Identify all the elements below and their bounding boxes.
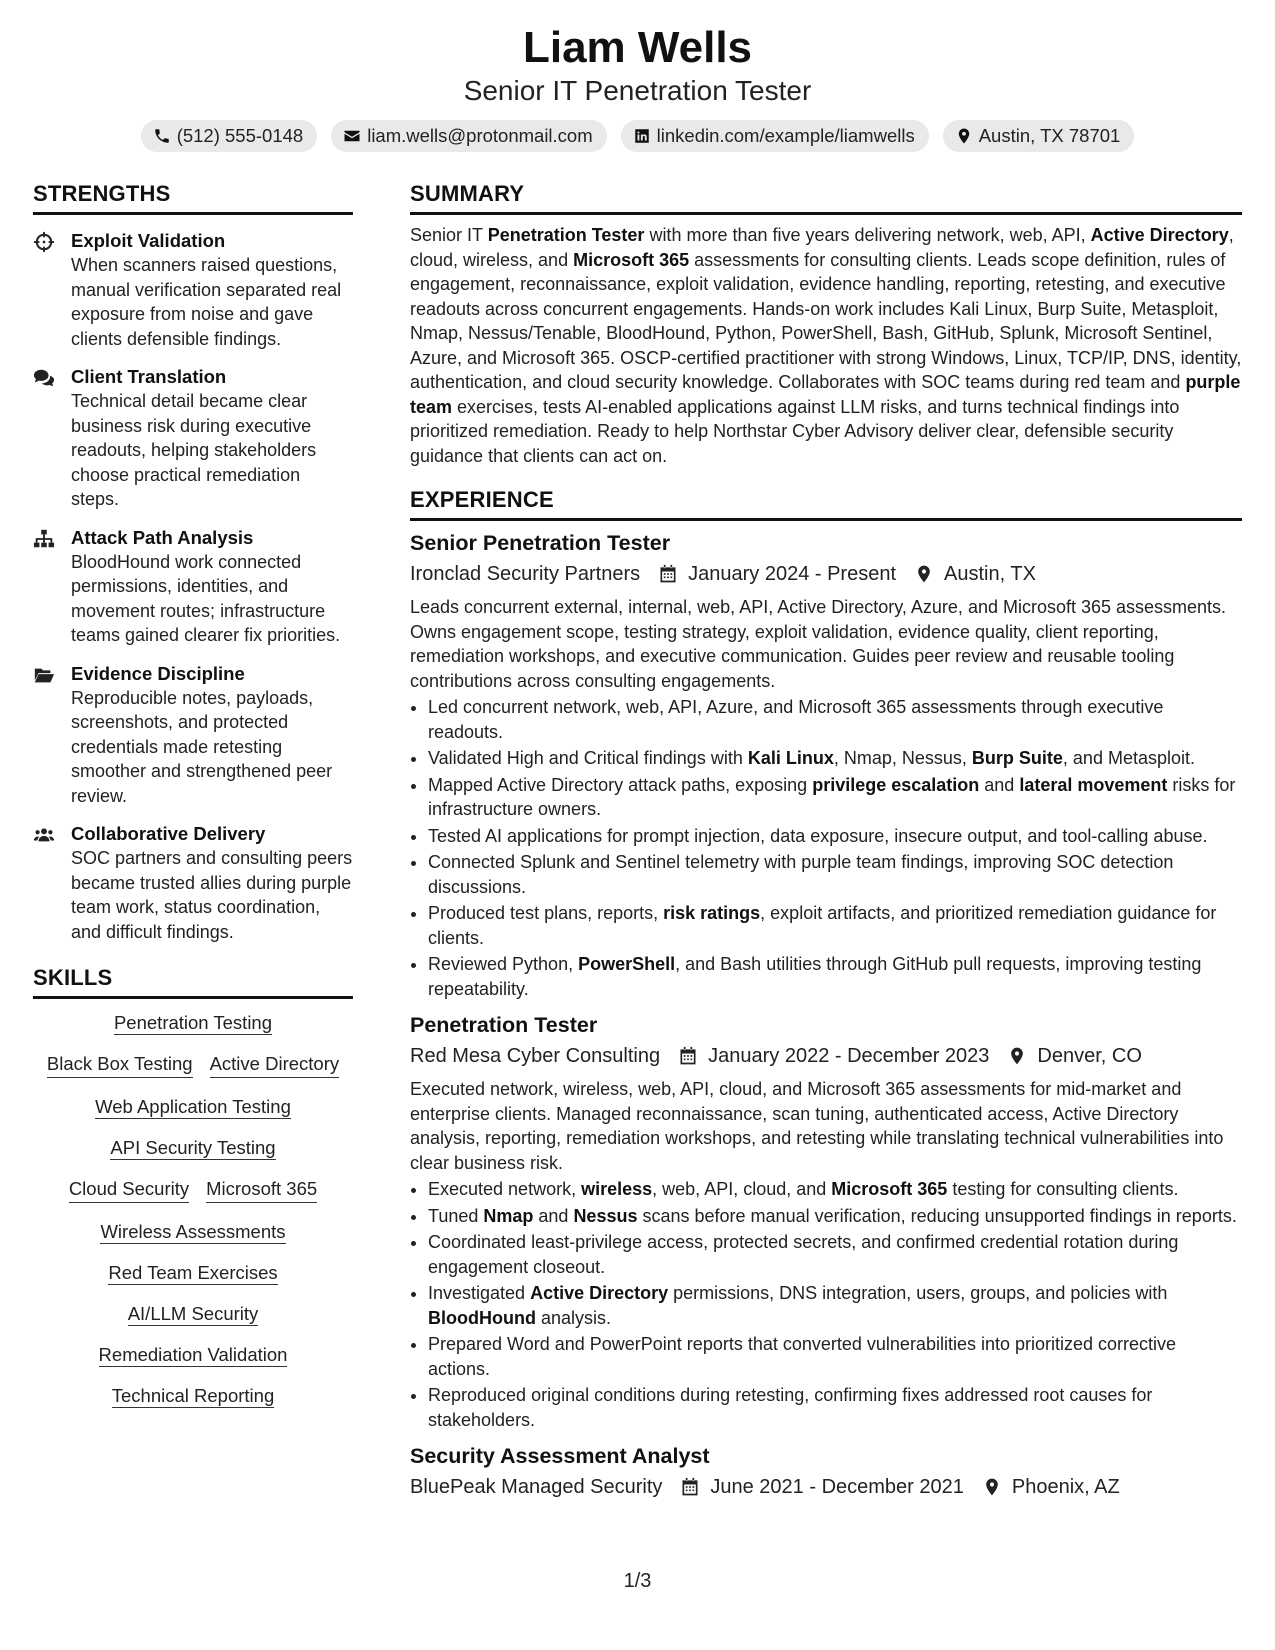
job-bullets: [410, 1177, 1242, 1432]
skill-tag: Technical Reporting: [111, 1385, 275, 1406]
job-entry: [410, 529, 1242, 1001]
bullet-item: • Prepared Word and PowerPoint reports that converted vulnerabilities into prioritized corrective actions.: [428, 1332, 1242, 1381]
sitemap-icon: [33, 528, 55, 550]
linkedin-icon: [633, 127, 651, 145]
strength-item: [33, 365, 353, 512]
job-dates: June 2021 - December 2021: [710, 1476, 964, 1498]
job-location: Austin, TX: [944, 563, 1036, 585]
folder-open-icon: [33, 664, 55, 686]
contact-email[interactable]: [331, 120, 606, 152]
skill-tag: Web Application Testing: [95, 1096, 291, 1117]
page-number: 1/3: [623, 1570, 652, 1592]
skill-tag: Wireless Assessments: [100, 1221, 286, 1242]
strength-item: [33, 229, 353, 351]
job-company: Ironclad Security Partners: [410, 563, 641, 585]
job-entry: [410, 1011, 1242, 1432]
strength-desc: Technical detail became clear business risk during executive readouts, helping stakeholders choose practical remediation steps.: [71, 391, 317, 509]
map-pin-icon: [982, 1477, 1002, 1497]
strength-item: [33, 822, 353, 944]
bullet-item: • Produced test plans, reports, risk ratings, exploit artifacts, and prioritized remediation guidance for clients.: [428, 901, 1242, 950]
bullet-item: • Mapped Active Directory attack paths, exposing privilege escalation and lateral movement risks for infrastructure owners.: [428, 773, 1242, 822]
strength-title: Client Translation: [71, 366, 227, 387]
skill-tag: AI/LLM Security: [127, 1303, 259, 1324]
bullet-item: • Connected Splunk and Sentinel telemetry with purple team findings, improving SOC detection discussions.: [428, 850, 1242, 899]
contact-phone-text: (512) 555-0148: [176, 125, 304, 146]
right-column: [410, 180, 1242, 1502]
map-pin-icon: [955, 127, 973, 145]
left-column: [33, 180, 353, 1408]
job-bullets: [410, 695, 1242, 1001]
strength-title: Exploit Validation: [71, 230, 226, 251]
skill-tag: Penetration Testing: [113, 1012, 273, 1033]
contact-location[interactable]: [943, 120, 1135, 152]
contact-linkedin[interactable]: [621, 120, 929, 152]
bullet-item: • Coordinated least-privilege access, protected secrets, and confirmed credential rotation during engagement closeout.: [428, 1230, 1242, 1279]
bullet-item: • Executed network, wireless, web, API, cloud, and Microsoft 365 testing for consulting clients.: [428, 1177, 1242, 1202]
job-description: Leads concurrent external, internal, web, API, Active Directory, Azure, and Microsoft 365 assessments. Owns engagement scope, testing strategy, exploit validation, evidence quality, client reporting, remediation workshops, and executive communication. Guides peer review and reusable tooling contributions across consulting engagements.: [410, 597, 1227, 691]
skill-tag: Black Box Testing: [47, 1052, 193, 1078]
summary-heading: SUMMARY: [410, 180, 1242, 215]
strength-title: Evidence Discipline: [71, 662, 245, 684]
job-dates: January 2022 - December 2023: [708, 1045, 990, 1067]
job-location: Phoenix, AZ: [1011, 1476, 1120, 1498]
strength-desc: SOC partners and consulting peers became trusted allies during purple team work, status coordination, and difficult findings.: [71, 848, 353, 942]
job-company: BluePeak Managed Security: [410, 1476, 663, 1498]
strength-desc: Reproducible notes, payloads, screenshots, and protected credentials made retesting smoother and strengthened peer review.: [71, 687, 333, 806]
job-meta: [410, 1041, 1242, 1071]
job-title: Senior Penetration Tester: [410, 531, 671, 555]
resume-header: [0, 0, 1275, 152]
envelope-icon: [343, 127, 361, 145]
skill-tag: Red Team Exercises: [108, 1262, 278, 1283]
calendar-icon: [658, 564, 678, 584]
contact-email-text: liam.wells@protonmail.com: [367, 125, 593, 146]
skill-tag: API Security Testing: [110, 1137, 276, 1158]
comments-icon: [33, 367, 55, 389]
candidate-title: Senior IT Penetration Tester: [463, 75, 812, 106]
strengths-list: [33, 229, 353, 944]
job-entry: [410, 1442, 1242, 1502]
calendar-icon: [680, 1477, 700, 1497]
experience-heading: EXPERIENCE: [410, 486, 1242, 521]
skills-heading: SKILLS: [33, 964, 353, 999]
skill-tag: Remediation Validation: [98, 1344, 288, 1365]
strengths-heading: STRENGTHS: [33, 180, 353, 215]
skill-tag: Cloud Security: [69, 1177, 189, 1203]
summary-text: Senior IT Penetration Tester with more than five years delivering network, web, API, Active Directory, cloud, wireless, and Microsoft 365 assessments for consulting clients. Leads scope definition, rules of engagement, reconnaissance, exploit validation, evidence handling, reporting, retesting, and executive readouts across concurrent engagements. Hands-on work includes Kali Linux, Burp Suite, Metasploit, Nmap, Nessus/Tenable, BloodHound, Python, PowerShell, Bash, GitHub, Splunk, Microsoft Sentinel, Azure, and Microsoft 365. OSCP-certified practitioner with strong Windows, Linux, TCP/IP, DNS, identity, authentication, and cloud security knowledge. Collaborates with SOC teams during red team and purple team exercises, tests AI-enabled applications against LLM risks, and turns technical findings into prioritized remediation. Ready to help Northstar Cyber Advisory deliver clear, defensible security guidance that clients can act on.: [410, 225, 1242, 466]
crosshair-icon: [33, 231, 55, 253]
strength-desc: When scanners raised questions, manual verification separated real exposure from noise and gave clients defensible findings.: [71, 255, 342, 349]
strength-title: Collaborative Delivery: [71, 823, 266, 844]
bullet-item: • Tuned Nmap and Nessus scans before manual verification, reducing unsupported findings in reports.: [428, 1204, 1242, 1229]
calendar-icon: [678, 1046, 698, 1066]
bullet-item: • Tested AI applications for prompt injection, data exposure, insecure output, and tool-calling abuse.: [428, 824, 1242, 849]
phone-icon: [153, 127, 171, 145]
bullet-item: • Validated High and Critical findings with Kali Linux, Nmap, Nessus, Burp Suite, and Metasploit.: [428, 746, 1242, 771]
bullet-item: • Investigated Active Directory permissions, DNS integration, users, groups, and policies with BloodHound analysis.: [428, 1281, 1242, 1330]
job-dates: January 2024 - Present: [688, 563, 897, 585]
map-pin-icon: [1007, 1046, 1027, 1066]
bullet-item: • Reviewed Python, PowerShell, and Bash utilities through GitHub pull requests, improving testing repeatability.: [428, 952, 1242, 1001]
skill-tag: Active Directory: [210, 1052, 340, 1078]
users-icon: [33, 824, 55, 846]
job-description: Executed network, wireless, web, API, cloud, and Microsoft 365 assessments for mid-market and enterprise clients. Managed reconnaissance, scan tuning, authenticated access, Active Directory analysis, reporting, remediation workshops, and retesting while translating technical vulnerabilities into clear business risk.: [410, 1079, 1224, 1173]
bullet-item: • Reproduced original conditions during retesting, confirming fixes addressed root causes for stakeholders.: [428, 1383, 1242, 1432]
strength-title: Attack Path Analysis: [71, 526, 254, 548]
skill-tag: Microsoft 365: [206, 1177, 317, 1203]
contact-bar: [0, 120, 1275, 152]
strength-desc: BloodHound work connected permissions, identities, and movement routes; infrastructure teams gained clearer fix priorities.: [71, 551, 341, 645]
candidate-name: Liam Wells: [522, 23, 753, 72]
contact-location-text: Austin, TX 78701: [978, 125, 1121, 146]
strength-item: [33, 662, 353, 809]
contact-phone[interactable]: [141, 120, 318, 152]
job-company: Red Mesa Cyber Consulting: [410, 1045, 661, 1067]
map-pin-icon: [914, 564, 934, 584]
bullet-item: • Led concurrent network, web, API, Azure, and Microsoft 365 assessments through executive readouts.: [428, 695, 1242, 744]
job-location: Denver, CO: [1037, 1045, 1142, 1067]
job-meta: [410, 559, 1242, 589]
job-meta: [410, 1472, 1242, 1502]
skills-list: [33, 1011, 353, 1408]
job-title: Penetration Tester: [410, 1013, 598, 1037]
job-title: Security Assessment Analyst: [410, 1444, 710, 1468]
strength-item: [33, 526, 353, 648]
contact-linkedin-text: linkedin.com/example/liamwells: [656, 125, 915, 146]
